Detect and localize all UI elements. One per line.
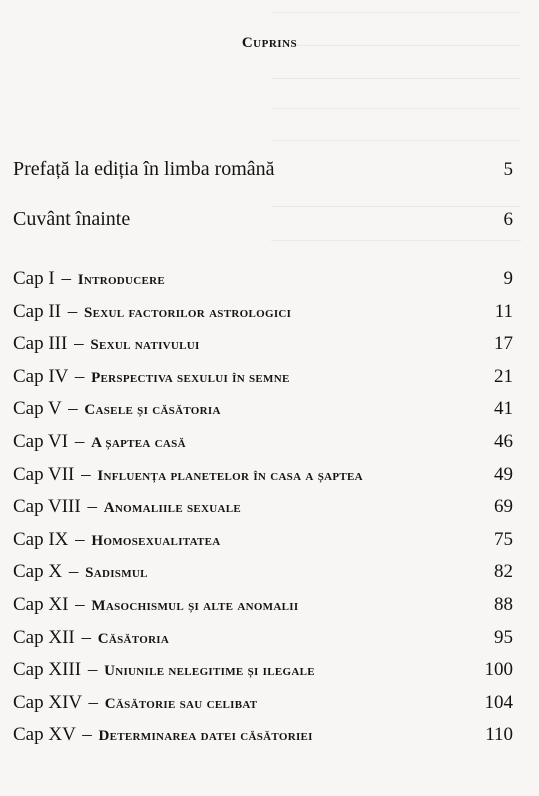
toc-chapter-label — [13, 301, 291, 323]
toc-chapter-row — [13, 561, 513, 583]
chapter-separator: – — [75, 594, 85, 615]
toc-entry-preface — [13, 158, 513, 181]
chapter-title: Influența planetelor în casa a șaptea — [97, 467, 363, 484]
chapter-page-number: 41 — [494, 398, 513, 420]
chapter-number: Cap XIV — [13, 691, 82, 713]
toc-chapter-label — [13, 594, 298, 616]
toc-chapter-label — [13, 659, 315, 681]
toc-chapter-label — [13, 627, 169, 649]
toc-chapter-label — [13, 268, 165, 290]
page-title: Cuprins — [241, 35, 298, 51]
chapter-title: Masochismul și alte anomalii — [91, 598, 299, 614]
chapter-number: Cap V — [13, 398, 62, 420]
chapter-page-number: 110 — [485, 724, 513, 746]
toc-chapter-label — [13, 333, 200, 355]
chapter-title: Sexul factorilor astrologici — [84, 304, 292, 321]
toc-chapter-label — [13, 464, 363, 486]
chapter-page-number: 100 — [484, 659, 513, 681]
chapter-number: Cap III — [13, 333, 68, 355]
toc-chapter-row — [13, 431, 513, 453]
bleed-through-line — [271, 108, 521, 119]
chapter-title: Casele și căsătoria — [84, 402, 221, 419]
toc-chapter-label — [13, 366, 290, 388]
chapter-separator: – — [88, 691, 99, 713]
chapter-number: Cap XI — [13, 594, 69, 615]
chapter-title: Anomaliile sexuale — [103, 500, 242, 517]
chapter-separator: – — [68, 561, 79, 583]
toc-entry-page: 5 — [503, 159, 513, 180]
toc-chapter-row — [13, 529, 513, 551]
bleed-through-line — [271, 140, 521, 151]
chapter-number: Cap XII — [13, 626, 75, 648]
chapter-separator: – — [68, 398, 78, 420]
toc-chapter-label — [13, 692, 257, 714]
chapter-number: Cap VII — [13, 463, 75, 485]
chapter-separator: – — [74, 333, 84, 355]
chapter-separator: – — [82, 724, 92, 746]
toc-chapter-row — [13, 268, 513, 290]
chapter-page-number: 75 — [494, 528, 513, 550]
toc-entry-label: Prefață la ediția în limba română — [13, 158, 275, 180]
chapter-title: Sadismul — [85, 565, 148, 582]
toc-chapter-row — [13, 464, 513, 486]
chapter-number: Cap X — [13, 561, 63, 583]
chapter-separator: – — [81, 463, 91, 485]
chapter-page-number: 69 — [494, 496, 513, 518]
toc-chapter-label — [13, 496, 241, 518]
toc-chapter-row — [13, 627, 513, 649]
chapter-number: Cap I — [13, 268, 55, 289]
toc-chapter-label — [13, 398, 221, 420]
chapter-page-number: 95 — [494, 626, 513, 648]
bleed-through-line — [271, 12, 521, 23]
chapter-title: Introducere — [77, 272, 166, 288]
toc-chapter-row — [13, 724, 513, 746]
toc-chapter-label — [13, 431, 186, 453]
chapter-title: Căsătorie sau celibat — [104, 695, 258, 712]
chapter-number: Cap IV — [13, 365, 69, 387]
bleed-through-line — [271, 240, 521, 251]
toc-chapter-label — [13, 724, 313, 746]
toc-chapter-row — [13, 398, 513, 420]
toc-entry-label: Cuvânt înainte — [13, 208, 131, 230]
toc-chapter-row — [13, 659, 513, 681]
chapter-page-number: 49 — [494, 463, 513, 485]
toc-chapter-row — [13, 594, 513, 616]
toc-chapter-row — [13, 496, 513, 518]
toc-entry-foreword — [13, 208, 513, 231]
chapter-title: Căsătoria — [97, 630, 170, 647]
chapter-separator: – — [67, 300, 78, 322]
toc-entry-page: 6 — [503, 209, 513, 230]
chapter-separator: – — [61, 268, 71, 289]
chapter-number: Cap IX — [13, 528, 69, 550]
chapter-page-number: 46 — [494, 431, 513, 452]
chapter-number: Cap XV — [13, 724, 76, 746]
chapter-number: Cap XIII — [13, 659, 82, 681]
chapter-title: Sexul nativului — [90, 337, 200, 354]
chapter-page-number: 88 — [494, 594, 513, 615]
toc-chapter-row — [13, 366, 513, 388]
chapter-number: Cap VI — [13, 431, 69, 452]
chapter-title: Uniunile nelegitime și ilegale — [104, 663, 315, 680]
chapter-separator: – — [75, 528, 85, 550]
toc-chapter-row — [13, 333, 513, 355]
chapter-page-number: 11 — [494, 300, 513, 322]
chapter-page-number: 82 — [494, 561, 513, 583]
chapter-number: Cap VIII — [13, 496, 81, 518]
chapter-title: A șaptea casă — [91, 435, 186, 451]
chapter-separator: – — [74, 431, 85, 452]
chapter-separator: – — [87, 659, 98, 681]
chapter-title: Determinarea datei căsătoriei — [98, 728, 313, 745]
toc-chapter-row — [13, 692, 513, 714]
chapter-title: Perspectiva sexului în semne — [91, 369, 290, 386]
chapter-title: Homosexualitatea — [91, 532, 221, 549]
chapter-separator: – — [87, 496, 97, 518]
chapter-separator: – — [74, 365, 85, 387]
bleed-through-line — [271, 78, 521, 89]
chapter-page-number: 9 — [503, 268, 513, 289]
chapter-page-number: 21 — [494, 365, 513, 387]
chapter-page-number: 17 — [494, 333, 513, 355]
toc-chapter-label — [13, 561, 148, 583]
chapter-separator: – — [81, 626, 91, 648]
chapter-number: Cap II — [13, 300, 62, 322]
chapter-page-number: 104 — [484, 691, 513, 713]
toc-chapter-row — [13, 301, 513, 323]
toc-chapter-label — [13, 529, 221, 551]
